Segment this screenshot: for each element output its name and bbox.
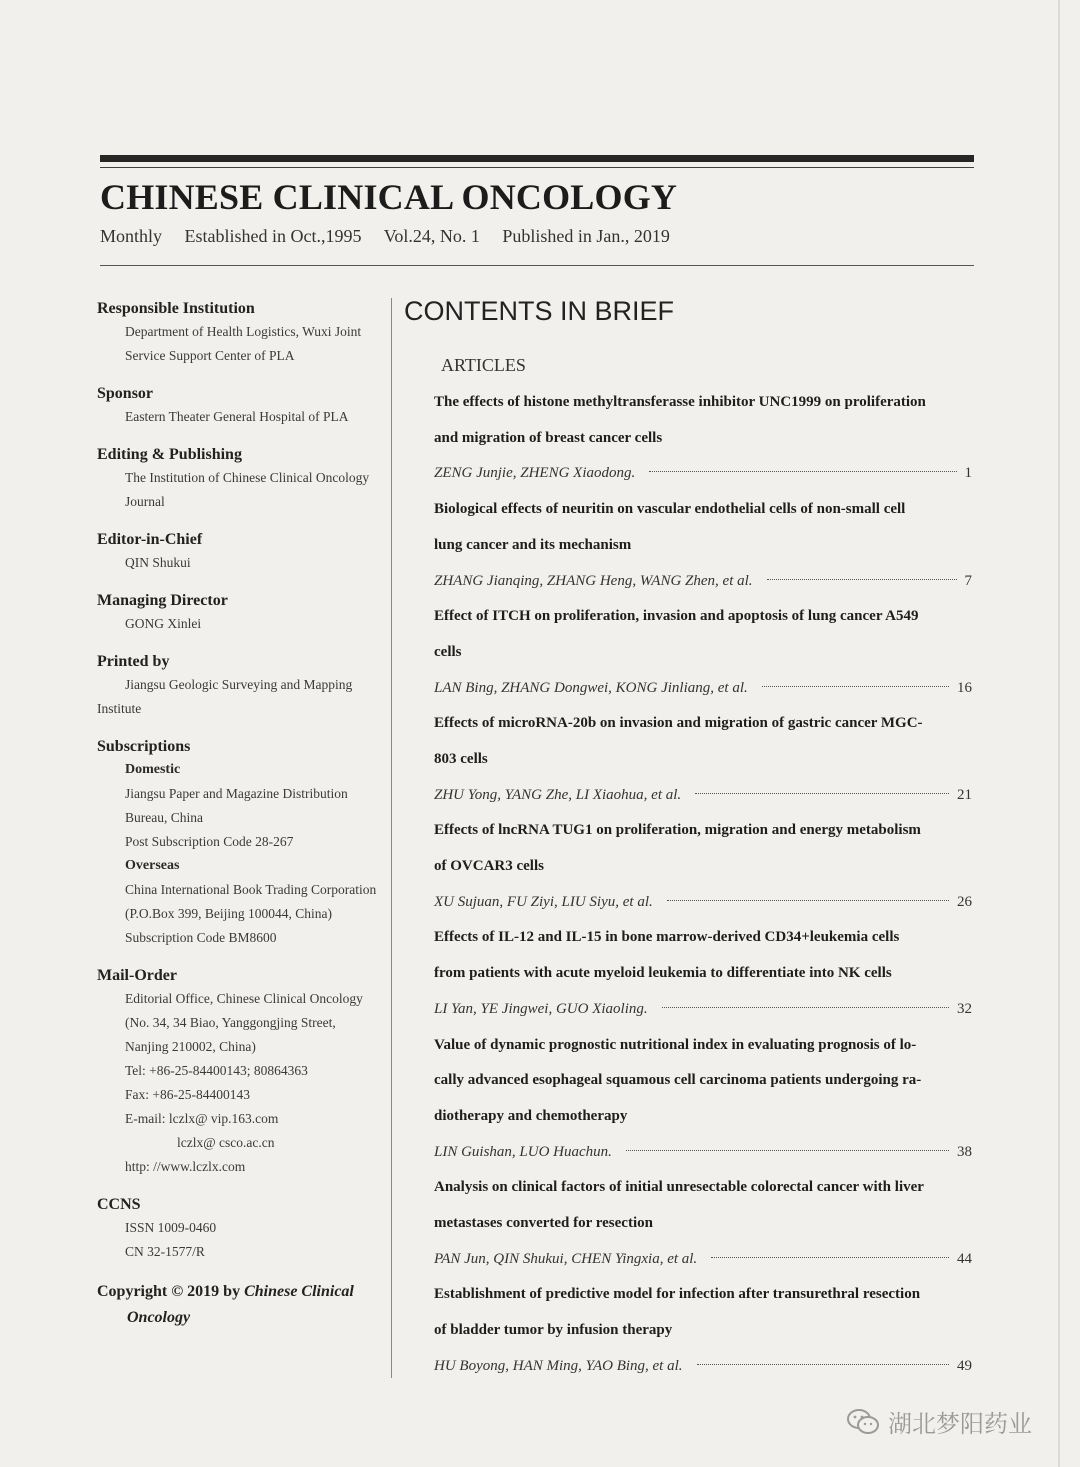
article-title: Effects of IL-12 and IL-15 in bone marrow-derived CD34+leukemia cells xyxy=(434,929,900,946)
responsible-institution xyxy=(97,298,385,368)
info-line: Jiangsu Paper and Magazine Distribution xyxy=(125,786,348,801)
article-page-number: 49 xyxy=(957,1357,972,1374)
info-line: QIN Shukui xyxy=(125,555,191,570)
article-title: Biological effects of neuritin on vascular endothelial cells of non-small cell xyxy=(434,501,906,518)
article-title: cells xyxy=(434,643,462,660)
article-title: Effects of microRNA-20b on invasion and migration of gastric cancer MGC- xyxy=(434,715,923,732)
info-heading: Sponsor xyxy=(97,385,154,402)
info-line: Institute xyxy=(97,701,142,716)
masthead-rule-bottom xyxy=(100,265,974,266)
article-page-number: 32 xyxy=(957,1000,972,1017)
article-authors: LI Yan, YE Jingwei, GUO Xiaoling. xyxy=(434,1000,648,1017)
column-divider xyxy=(391,298,392,1378)
cn-number: CN 32-1577/R xyxy=(125,1244,205,1259)
article-byline xyxy=(434,671,972,707)
frequency: Monthly xyxy=(100,226,163,246)
article-byline xyxy=(434,564,972,600)
dot-leader xyxy=(711,1257,949,1258)
copyright-name: Chinese Clinical xyxy=(244,1283,354,1300)
article-byline xyxy=(434,992,972,1028)
section-label: ARTICLES xyxy=(441,355,526,375)
editor-in-chief xyxy=(97,529,385,575)
info-heading: Mail-Order xyxy=(97,967,177,984)
info-line: Journal xyxy=(125,494,165,509)
dot-leader xyxy=(697,1364,949,1365)
article-page-number: 26 xyxy=(957,893,972,910)
mail-order xyxy=(97,965,385,1179)
info-line: Service Support Center of PLA xyxy=(125,348,295,363)
article-title: lung cancer and its mechanism xyxy=(434,536,632,553)
article-authors: LAN Bing, ZHANG Dongwei, KONG Jinliang, et al. xyxy=(434,679,748,696)
info-line: Editorial Office, Chinese Clinical Oncology xyxy=(125,991,363,1006)
article-title: and migration of breast cancer cells xyxy=(434,429,663,446)
email: lczlx@ csco.ac.cn xyxy=(177,1135,275,1150)
journal-subtitle xyxy=(100,226,688,247)
fax: Fax: +86-25-84400143 xyxy=(125,1087,250,1102)
info-heading: Responsible Institution xyxy=(97,300,255,317)
article-authors: XU Sujuan, FU Ziyi, LIU Siyu, et al. xyxy=(434,893,653,910)
info-heading: Editing & Publishing xyxy=(97,446,242,463)
article-title: 803 cells xyxy=(434,750,488,767)
article-byline xyxy=(434,1135,972,1171)
toc-entry[interactable] xyxy=(434,1277,972,1384)
info-subheading: Domestic xyxy=(125,762,181,777)
managing-director xyxy=(97,590,385,636)
dot-leader xyxy=(767,579,957,580)
toc-entry[interactable] xyxy=(434,1170,972,1277)
article-byline xyxy=(434,778,972,814)
printed-by xyxy=(97,651,385,721)
info-subheading: Overseas xyxy=(125,858,180,873)
publication-info xyxy=(97,298,385,1331)
phone: Tel: +86-25-84400143; 80864363 xyxy=(125,1063,308,1078)
article-page-number: 21 xyxy=(957,786,972,803)
article-authors: ZENG Junjie, ZHENG Xiaodong. xyxy=(434,465,636,482)
info-line: China International Book Trading Corporation xyxy=(125,882,377,897)
ccns xyxy=(97,1194,385,1264)
dot-leader xyxy=(762,686,949,687)
article-page-number: 44 xyxy=(957,1250,972,1267)
info-line: (No. 34, 34 Biao, Yanggongjing Street, xyxy=(125,1015,336,1030)
info-line: GONG Xinlei xyxy=(125,616,202,631)
article-page-number: 16 xyxy=(957,679,972,696)
info-line: Jiangsu Geologic Surveying and Mapping xyxy=(125,677,353,692)
info-line: The Institution of Chinese Clinical Oncology xyxy=(125,470,370,485)
masthead-rule-thin xyxy=(100,167,974,168)
article-title: The effects of histone methyltransferasse inhibitor UNC1999 on proliferation xyxy=(434,394,926,410)
article-title: Effects of lncRNA TUG1 on proliferation, migration and energy metabolism xyxy=(434,822,921,839)
email: E-mail: lczlx@ vip.163.com xyxy=(125,1111,279,1126)
copyright-name: Oncology xyxy=(127,1309,191,1326)
watermark-text: 湖北梦阳药业 xyxy=(888,1410,1032,1438)
website: http: //www.lczlx.com xyxy=(125,1159,246,1174)
article-title: from patients with acute myeloid leukemia to differentiate into NK cells xyxy=(434,965,892,982)
article-title: diotherapy and chemotherapy xyxy=(434,1107,628,1124)
table-of-contents xyxy=(434,385,972,1385)
wechat-icon xyxy=(846,1408,880,1436)
article-byline xyxy=(434,1242,972,1278)
editing-publishing xyxy=(97,444,385,514)
published: Published in Jan., 2019 xyxy=(502,226,670,246)
article-authors: ZHANG Jianqing, ZHANG Heng, WANG Zhen, et al. xyxy=(434,572,753,589)
contents-heading: CONTENTS IN BRIEF xyxy=(404,296,675,326)
article-page-number: 38 xyxy=(957,1143,972,1160)
article-title: cally advanced esophageal squamous cell carcinoma patients undergoing ra- xyxy=(434,1072,922,1089)
article-byline xyxy=(434,1349,972,1385)
toc-entry[interactable] xyxy=(434,492,972,599)
info-line: Post Subscription Code 28-267 xyxy=(125,834,294,849)
info-heading: Subscriptions xyxy=(97,738,191,755)
info-line: Subscription Code BM8600 xyxy=(125,930,277,945)
article-title: metastases converted for resection xyxy=(434,1215,653,1232)
article-title: of OVCAR3 cells xyxy=(434,858,544,875)
article-authors: ZHU Yong, YANG Zhe, LI Xiaohua, et al. xyxy=(434,786,682,803)
issn: ISSN 1009-0460 xyxy=(125,1220,217,1235)
info-line: Bureau, China xyxy=(125,810,203,825)
subscriptions xyxy=(97,736,385,950)
article-title: Effect of ITCH on proliferation, invasion and apoptosis of lung cancer A549 xyxy=(434,608,919,625)
article-page-number: 7 xyxy=(964,572,972,589)
toc-entry[interactable] xyxy=(434,813,972,920)
info-line: Department of Health Logistics, Wuxi Joint xyxy=(125,324,362,339)
article-byline xyxy=(434,456,972,492)
copyright-prefix: Copyright © 2019 by xyxy=(97,1283,241,1300)
toc-entry[interactable] xyxy=(434,920,972,1027)
article-title: of bladder tumor by infusion therapy xyxy=(434,1322,673,1339)
article-authors: PAN Jun, QIN Shukui, CHEN Yingxia, et al. xyxy=(434,1250,698,1267)
watermark xyxy=(846,1404,1032,1439)
toc-entry[interactable] xyxy=(434,385,972,492)
dot-leader xyxy=(662,1007,949,1008)
article-title: Establishment of predictive model for infection after transurethral resection xyxy=(434,1286,921,1303)
established: Established in Oct.,1995 xyxy=(184,226,362,246)
volume: Vol.24, No. 1 xyxy=(383,226,480,246)
page-edge xyxy=(1058,0,1060,1467)
article-authors: HU Boyong, HAN Ming, YAO Bing, et al. xyxy=(434,1357,683,1374)
sponsor xyxy=(97,383,385,429)
masthead-rule-thick xyxy=(100,155,974,162)
article-title: Value of dynamic prognostic nutritional index in evaluating prognosis of lo- xyxy=(434,1036,917,1053)
info-heading: Managing Director xyxy=(97,592,228,609)
info-heading: Printed by xyxy=(97,653,170,670)
dot-leader xyxy=(649,471,956,472)
toc-entry[interactable] xyxy=(434,1028,972,1171)
info-heading: CCNS xyxy=(97,1196,141,1213)
article-title: Analysis on clinical factors of initial unresectable colorectal cancer with liver xyxy=(434,1179,924,1196)
info-line: Nanjing 210002, China) xyxy=(125,1039,256,1054)
info-heading: Editor-in-Chief xyxy=(97,531,203,548)
article-page-number: 1 xyxy=(964,465,972,482)
info-line: Eastern Theater General Hospital of PLA xyxy=(125,409,349,424)
article-authors: LIN Guishan, LUO Huachun. xyxy=(434,1143,612,1160)
copyright xyxy=(97,1279,385,1331)
article-byline xyxy=(434,885,972,921)
toc-entry[interactable] xyxy=(434,706,972,813)
journal-title: CHINESE CLINICAL ONCOLOGY xyxy=(100,177,678,217)
dot-leader xyxy=(695,793,949,794)
info-line: (P.O.Box 399, Beijing 100044, China) xyxy=(125,906,333,921)
toc-entry[interactable] xyxy=(434,599,972,706)
dot-leader xyxy=(667,900,949,901)
dot-leader xyxy=(626,1150,949,1151)
